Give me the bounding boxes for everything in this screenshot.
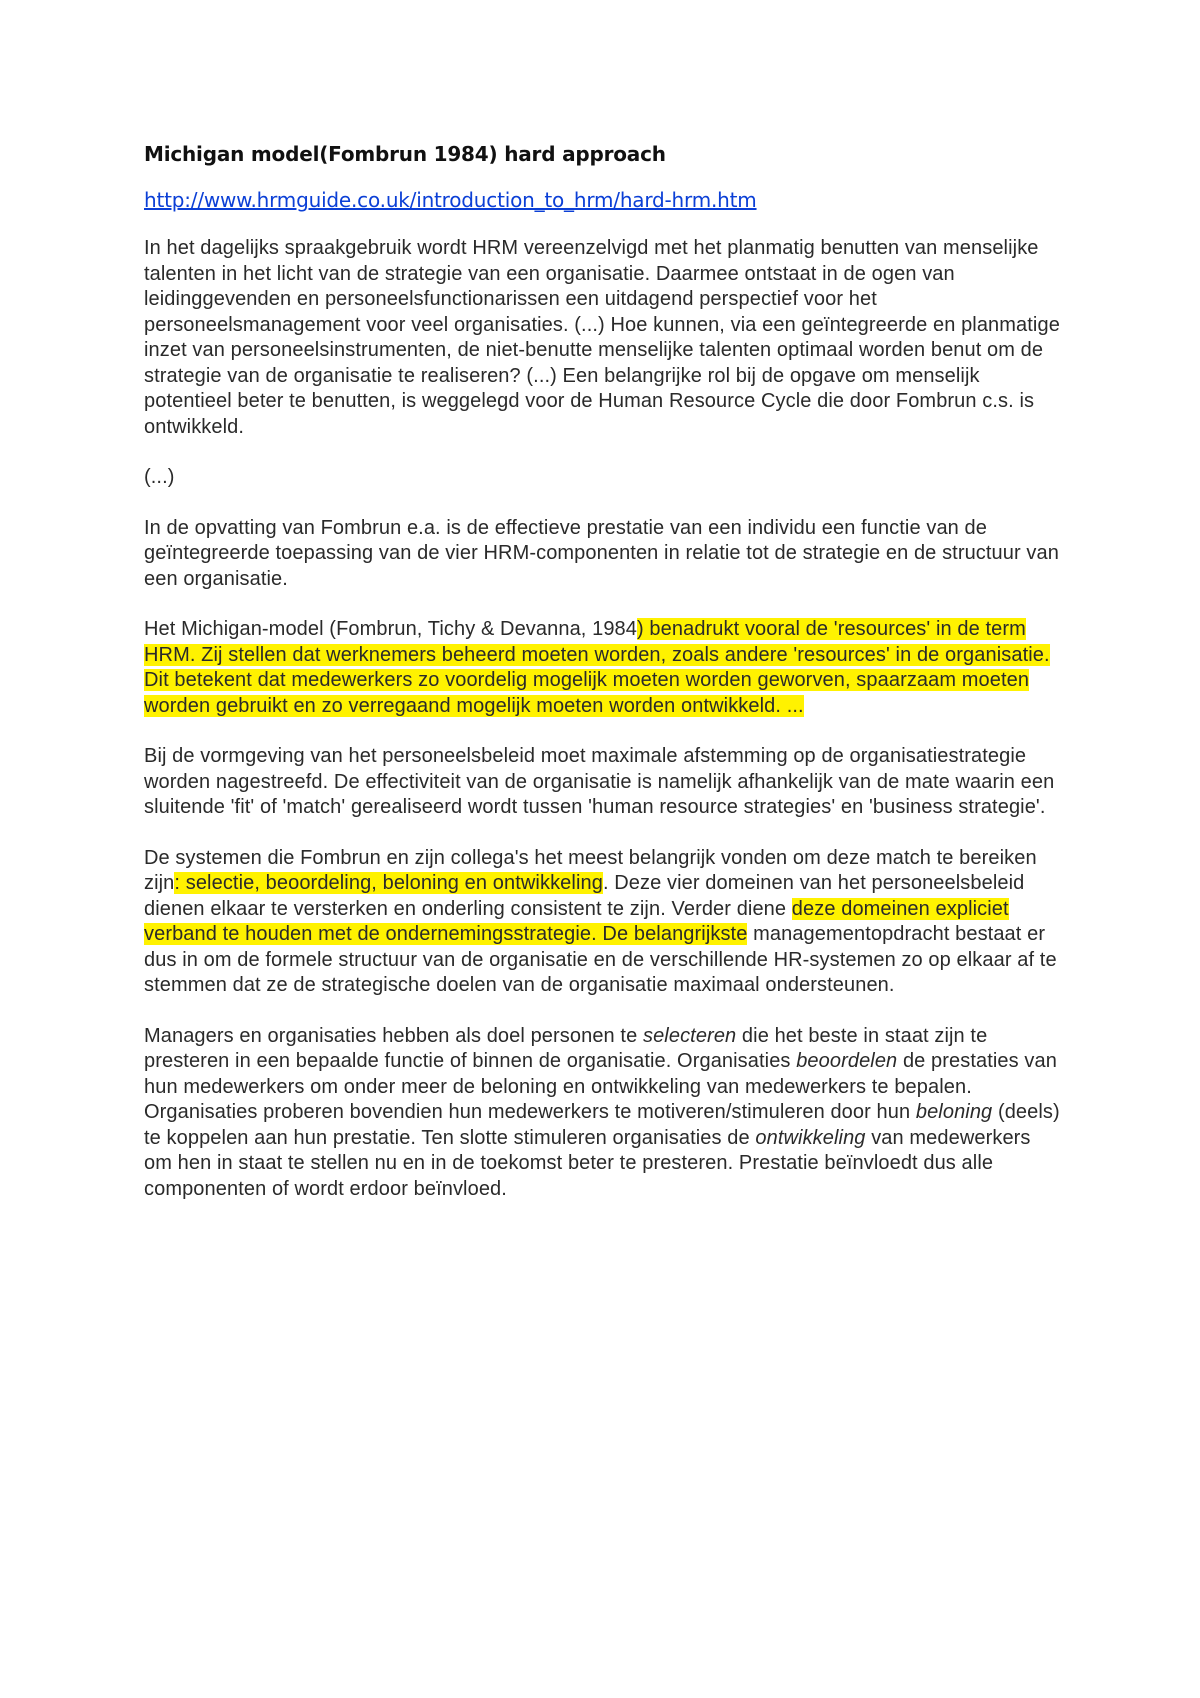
paragraph-personnel-policy: Bij de vormgeving van het personeelsbeleid moet maximale afstemming op de organisatiestrategie worden nagestreefd. De effectiviteit van de organisatie is namelijk afhankelijk van de mate waarin een sluitende 'fit' of 'match' gerealiseerd wordt tussen 'human resource strategies' en 'business strategie'.	[144, 745, 1055, 818]
emphasis-ontwikkeling: ontwikkeling	[755, 1126, 866, 1149]
paragraph-intro: In het dagelijks spraakgebruik wordt HRM vereenzelvigd met het planmatig benutten van menselijke talenten in het licht van de strategie van een organisatie. Daarmee ontstaat in de ogen van leidinggevenden en personeelsfunctionarissen een uitdagend perspectief voor het personeelsmanagement voor veel organisaties. (...) Hoe kunnen, via een geïntegreerde en planmatige inzet van personeelsinstrumenten, de niet-benutte menselijke talenten optimaal worden benut om de strategie van de organisatie te realiseren? (...) Een belangrijke rol bij de opgave om menselijk potentieel beter te benutten, is weggelegd voor de Human Resource Cycle die door Fombrun c.s. is ontwikkeld.	[144, 237, 1060, 438]
highlighted-text: ) benadrukt vooral de 'resources' in de term HRM. Zij stellen dat werknemers beheerd moeten worden, zoals andere 'resources' in de organisatie. Dit betekent dat medewerkers zo voordelig mogelijk moeten worden geworven, spaarzaam moeten worden gebruikt en zo verregaand mogelijk moeten worden ontwikkeld. ...	[144, 618, 1050, 717]
managers-text-c: die het beste in staat zijn te presteren in een bepaalde functie of binnen de organisatie. Organisaties	[144, 1024, 988, 1072]
highlighted-text-strategy: deze domeinen expliciet verband te houden met de ondernemingsstrategie. De belangrijkste	[144, 897, 1009, 945]
managers-text-g: (deels) te koppelen aan hun prestatie. Ten slotte stimuleren organisaties de	[144, 1101, 1060, 1149]
systems-text-c: . Deze vier domeinen van het personeelsbeleid dienen elkaar te versterken en onderling consistent te zijn. Verder diene	[144, 872, 1025, 920]
source-link[interactable]: http://www.hrmguide.co.uk/introduction_to_hrm/hard-hrm.htm	[144, 188, 757, 212]
systems-text-e: managementopdracht bestaat er dus in om de formele structuur van de organisatie en de verschillende HR-systemen zo op elkaar af te stemmen dat ze de strategische doelen van de organisatie maximaal ondersteunen.	[144, 923, 1057, 996]
systems-text-a: De systemen die Fombrun en zijn collega's het meest belangrijk vonden om deze match te bereiken zijn	[144, 846, 1037, 894]
paragraph-michigan-model	[144, 617, 1064, 719]
paragraph-fombrun-view: In de opvatting van Fombrun e.a. is de effectieve prestatie van een individu een functie van de geïntegreerde toepassing van de vier HRM-componenten in relatie tot de strategie en de structuur van een organisatie.	[144, 516, 1059, 590]
document-body	[144, 140, 1064, 1227]
highlighted-text-domains: : selectie, beoordeling, beloning en ontwikkeling	[174, 872, 603, 894]
paragraph-managers	[144, 1024, 1064, 1203]
michigan-model-text: Het Michigan-model (Fombrun, Tichy & Devanna, 1984	[144, 618, 638, 640]
managers-text-a: Managers en organisaties hebben als doel personen te	[144, 1024, 643, 1047]
managers-text-i: van medewerkers om hen in staat te stellen nu en in de toekomst beter te presteren. Prestatie beïnvloedt dus alle componenten of wordt erdoor beïnvloed.	[144, 1126, 1031, 1200]
paragraph-ellipsis: (...)	[144, 466, 175, 488]
document-title: Michigan model(Fombrun 1984) hard approach	[144, 142, 666, 166]
paragraph-systems	[144, 846, 1064, 999]
managers-text-e: de prestaties van hun medewerkers om onder meer de beloning en ontwikkeling van medewerkers te bepalen. Organisaties proberen bovendien hun medewerkers te motiveren/stimuleren door hun	[144, 1050, 1057, 1123]
emphasis-beloning: beloning	[915, 1101, 993, 1123]
emphasis-selecteren: selecteren	[642, 1024, 737, 1047]
emphasis-beoordelen: beoordelen	[796, 1050, 898, 1072]
